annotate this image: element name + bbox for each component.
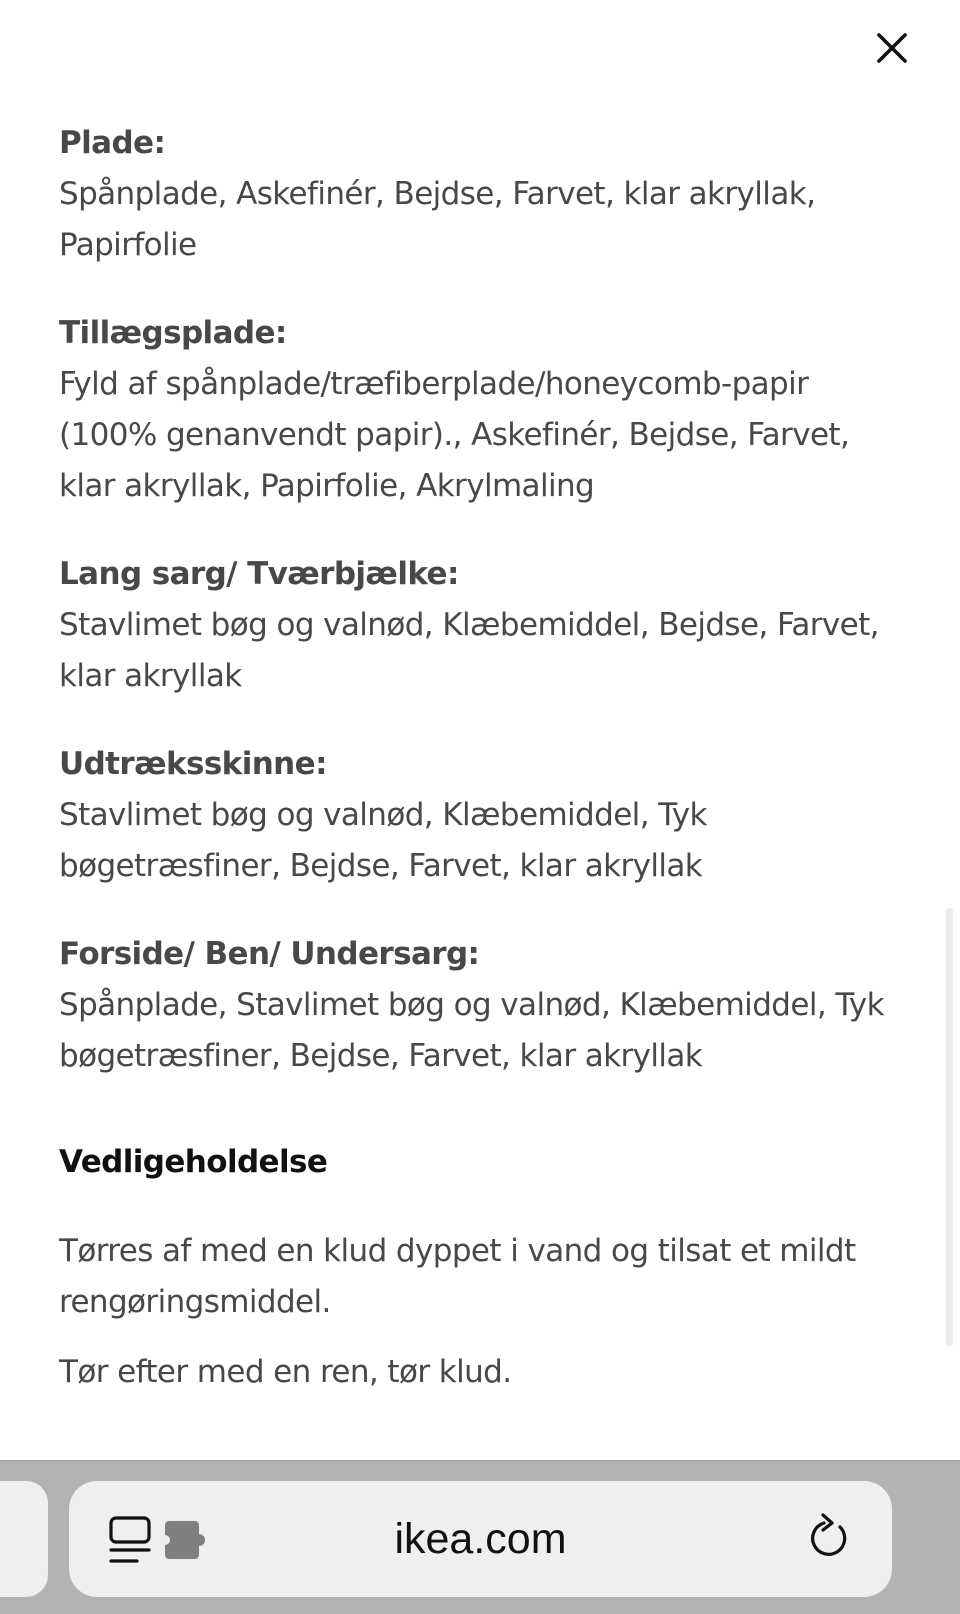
material-section [59,308,909,512]
care-instruction: Tør efter med en ren, tør klud. [59,1354,512,1390]
care-heading: Vedligeholdelse [59,1144,328,1180]
reload-icon[interactable] [809,1511,855,1563]
material-label: Tillægsplade: [59,315,287,351]
material-label: Udtræksskinne: [59,746,327,782]
address-bar[interactable] [69,1481,892,1597]
material-value: Stavlimet bøg og valnød, Klæbemiddel, Tyk bøgetræsfiner, Bejdse, Farvet, klar akryllak [59,797,707,884]
material-section [59,549,909,702]
material-value: Spånplade, Stavlimet bøg og valnød, Klæbemiddel, Tyk bøgetræsfiner, Bejdse, Farvet, klar akryllak [59,987,884,1074]
material-section [59,739,909,892]
material-value: Stavlimet bøg og valnød, Klæbemiddel, Bejdse, Farvet, klar akryllak [59,607,879,694]
material-label: Plade: [59,125,166,161]
close-button[interactable] [868,24,916,72]
browser-toolbar [0,1460,960,1614]
care-instruction: Tørres af med en klud dyppet i vand og tilsat et mildt rengøringsmiddel. [59,1233,856,1320]
scrollbar[interactable] [946,908,953,1346]
product-details-content [59,118,909,1398]
material-label: Lang sarg/ Tværbjælke: [59,556,459,592]
material-section [59,929,909,1082]
material-label: Forside/ Ben/ Undersarg: [59,936,480,972]
close-icon [875,31,909,65]
material-value: Spånplade, Askefinér, Bejdse, Farvet, klar akryllak, Papirfolie [59,176,816,263]
previous-tab[interactable] [0,1481,48,1597]
material-value: Fyld af spånplade/træfiberplade/honeycomb-papir (100% genanvendt papir)., Askefinér, Bejdse, Farvet, klar akryllak, Papirfolie, Akrylmaling [59,366,850,504]
url-text[interactable]: ikea.com [394,1515,567,1563]
material-section [59,118,909,271]
